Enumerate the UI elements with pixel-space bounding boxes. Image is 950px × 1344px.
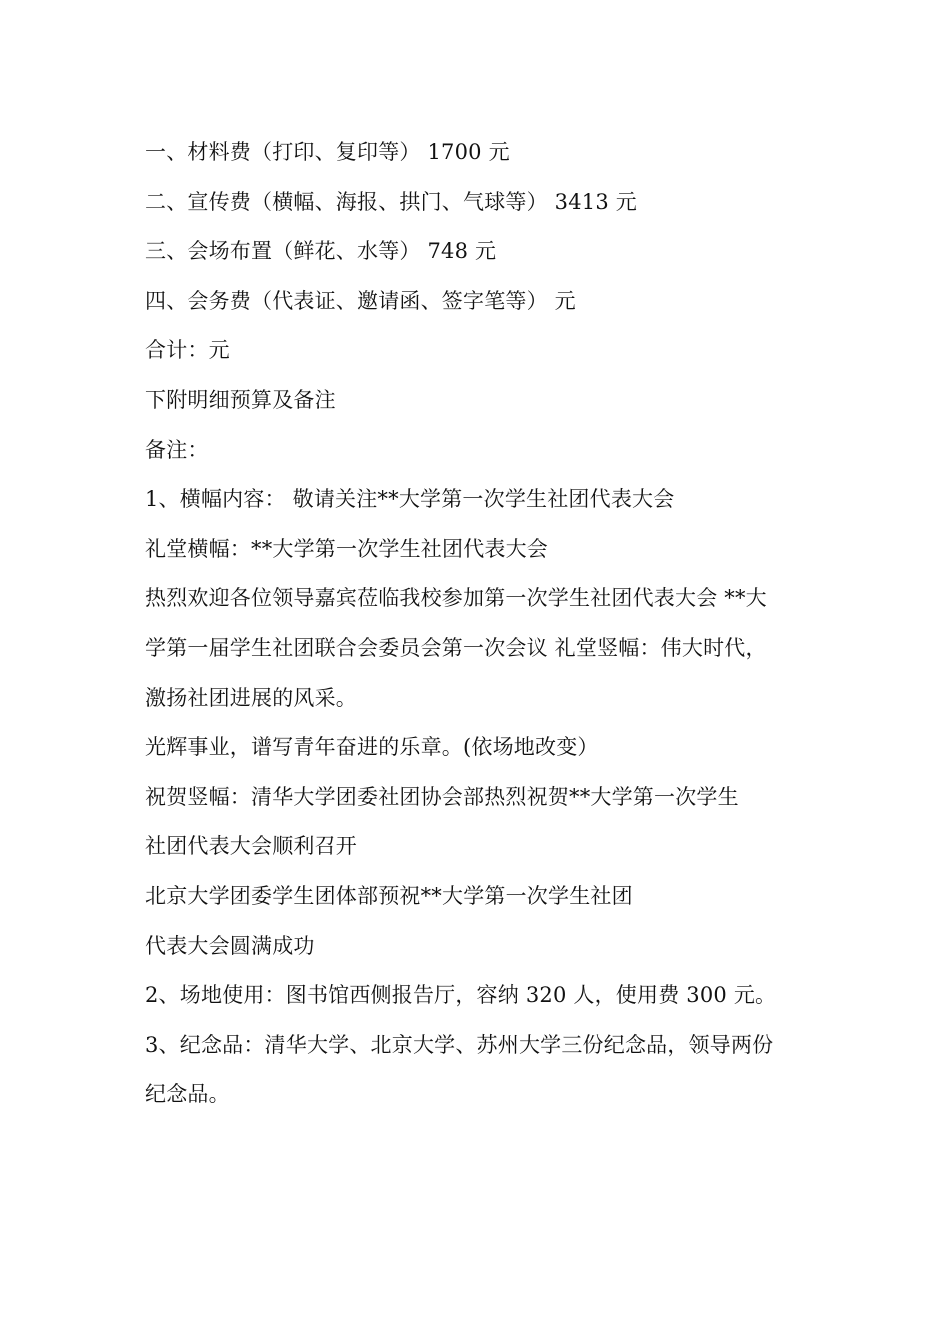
detail-intro: 下附明细预算及备注 xyxy=(145,387,336,412)
note-banner-content: 1、横幅内容： 敬请关注**大学第一次学生社团代表大会 xyxy=(145,487,675,512)
budget-item-venue-decoration: 三、会场布置（鲜花、水等） 748 元 xyxy=(145,239,497,264)
note-congratulation-banner-cont: 社团代表大会顺利召开 xyxy=(145,834,357,859)
budget-item-conference-affairs: 四、会务费（代表证、邀请函、签字笔等） 元 xyxy=(145,288,576,313)
note-venue-use: 2、场地使用：图书馆西侧报告厅，容纳 320 人，使用费 300 元。 xyxy=(145,983,777,1008)
budget-item-publicity: 二、宣传费（横幅、海报、拱门、气球等） 3413 元 xyxy=(145,189,637,214)
document-body xyxy=(145,132,825,1124)
budget-total: 合计：元 xyxy=(145,338,230,363)
note-souvenirs-cont: 纪念品。 xyxy=(145,1082,230,1107)
note-welcome-text: 热烈欢迎各位领导嘉宾莅临我校参加第一次学生社团代表大会 **大 xyxy=(145,586,767,611)
note-congratulation-banner: 祝贺竖幅：清华大学团委社团协会部热烈祝贺**大学第一次学生 xyxy=(145,784,739,809)
note-pku-banner: 北京大学团委学生团体部预祝**大学第一次学生社团 xyxy=(145,883,633,908)
note-vertical-banner-2: 光辉事业，谱写青年奋进的乐章。(依场地改变） xyxy=(145,735,599,760)
budget-item-materials: 一、材料费（打印、复印等） 1700 元 xyxy=(145,140,510,164)
note-vertical-banner-1: 激扬社团进展的风采。 xyxy=(145,685,357,710)
note-pku-banner-cont: 代表大会圆满成功 xyxy=(145,933,315,958)
note-hall-banner: 礼堂横幅：**大学第一次学生社团代表大会 xyxy=(145,536,548,561)
note-welcome-text-cont: 学第一届学生社团联合会委员会第一次会议 礼堂竖幅：伟大时代， xyxy=(145,635,767,660)
notes-heading: 备注： xyxy=(145,437,209,462)
note-souvenirs: 3、纪念品：清华大学、北京大学、苏州大学三份纪念品，领导两份 xyxy=(145,1032,774,1057)
